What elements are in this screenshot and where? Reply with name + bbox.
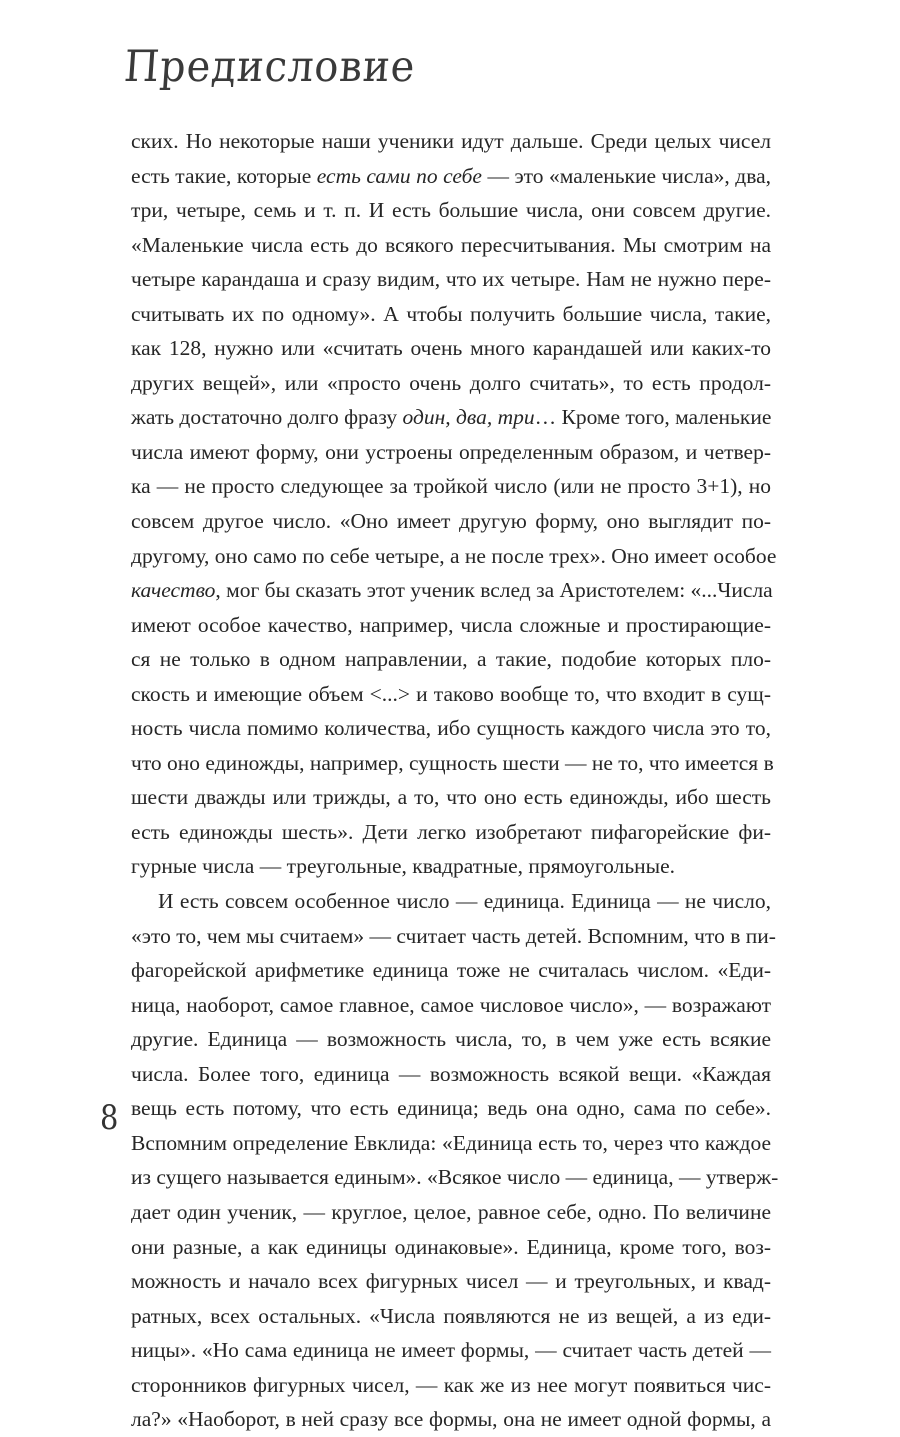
text-line: совсем другое число. «Оно имеет другую форму, оно выглядит по-: [131, 509, 771, 534]
paragraph-first-line: И есть совсем особенное число — единица. Единица — не число,: [158, 889, 771, 914]
text-line: других вещей», или «просто очень долго считать», то есть продол-: [131, 370, 771, 395]
page-number: 8: [100, 1098, 119, 1138]
text-line: они разные, а как единицы одинаковые». Единица, кроме того, воз-: [131, 1234, 771, 1259]
text-line: что оно единожды, например, сущность шести — не то, что имеется в: [131, 750, 774, 775]
text-run: жать достаточно долго фразу: [131, 405, 403, 430]
text-line: скость и имеющие объем <...> и таково вообще то, что входит в сущ-: [131, 681, 771, 706]
text-line: ла?» «Наоборот, в ней сразу все формы, она не имеет одной формы, а: [131, 1407, 771, 1432]
text-line: ницы». «Но сама единица не имеет формы, — считает часть детей —: [131, 1338, 771, 1363]
text-line: есть единожды шесть». Дети легко изобретают пифагорейские фи-: [131, 819, 771, 844]
text-run: , мог бы сказать этот ученик вслед за Аристотелем: «...Числа: [215, 578, 773, 603]
text-line: ся не только в одном направлении, а такие, подобие которых пло-: [131, 647, 771, 672]
paragraph-last-line: гурные числа — треугольные, квадратные, прямоугольные.: [131, 854, 676, 879]
text-line: сторонников фигурных чисел, — как же из нее могут появиться чис-: [131, 1372, 771, 1397]
text-line: можность и начало всех фигурных чисел — и треугольных, и квад-: [131, 1269, 771, 1294]
text-run: — это «маленькие числа», два,: [481, 163, 772, 188]
text-line: ность числа помимо количества, ибо сущность каждого числа это то,: [131, 716, 771, 741]
text-line: шести дважды или трижды, а то, что оно есть единожды, ибо шесть: [131, 785, 771, 810]
text-line: вещь есть потому, что есть единица; ведь она одно, сама по себе».: [131, 1096, 771, 1121]
text-line: ратных, всех остальных. «Числа появляются не из вещей, а из еди-: [131, 1303, 771, 1328]
text-line: Вспомним определение Евклида: «Единица есть то, через что каждое: [131, 1130, 771, 1155]
text-line: ских. Но некоторые наши ученики идут дальше. Среди целых чисел: [131, 129, 771, 153]
text-line: числа имеют форму, они устроены определенным образом, и четвер-: [131, 439, 771, 464]
body-text: [131, 124, 779, 1437]
text-run: есть такие, которые: [131, 163, 317, 188]
text-line: три, четыре, семь и т. п. И есть большие числа, они совсем другие.: [131, 198, 771, 223]
text-line: [131, 400, 771, 435]
italic-emphasis: один, два, три: [402, 405, 535, 430]
text-line: фагорейской арифметике единица тоже не считалась числом. «Еди-: [131, 958, 771, 983]
text-line: имеют особое качество, например, числа сложные и простирающие-: [131, 612, 771, 637]
italic-emphasis: есть сами по себе: [316, 163, 482, 188]
text-line: ница, наоборот, самое главное, самое числовое число», — возражают: [131, 992, 771, 1017]
text-line: числа. Более того, единица — возможность всякой вещи. «Каждая: [131, 1061, 771, 1086]
text-line: «это то, чем мы считаем» — считает часть детей. Вспомним, что в пи-: [131, 923, 776, 948]
text-run: … Кроме того, маленькие: [534, 405, 772, 430]
text-line: ка — не просто следующее за тройкой число (или не просто 3+1), но: [131, 474, 771, 499]
text-line: другому, оно само по себе четыре, а не после трех». Оно имеет особое: [131, 543, 777, 568]
text-line: из сущего называется единым». «Всякое число — единица, — утверж-: [131, 1165, 779, 1190]
text-line: «Маленькие числа есть до всякого пересчитывания. Мы смотрим на: [131, 232, 771, 257]
text-line: четыре карандаша и сразу видим, что их четыре. Нам не нужно пере-: [131, 267, 771, 292]
text-line: [131, 573, 771, 608]
running-head: Предисловие: [122, 42, 418, 92]
text-line: другие. Единица — возможность числа, то, в чем уже есть всякие: [131, 1027, 771, 1052]
text-line: как 128, нужно или «считать очень много карандашей или каких-то: [131, 336, 771, 361]
text-line: считывать их по одному». А чтобы получить большие числа, такие,: [131, 301, 771, 326]
text-line: дает один ученик, — круглое, целое, равное себе, одно. По величине: [131, 1199, 771, 1224]
text-line: [131, 159, 771, 194]
italic-emphasis: качество: [131, 578, 216, 603]
